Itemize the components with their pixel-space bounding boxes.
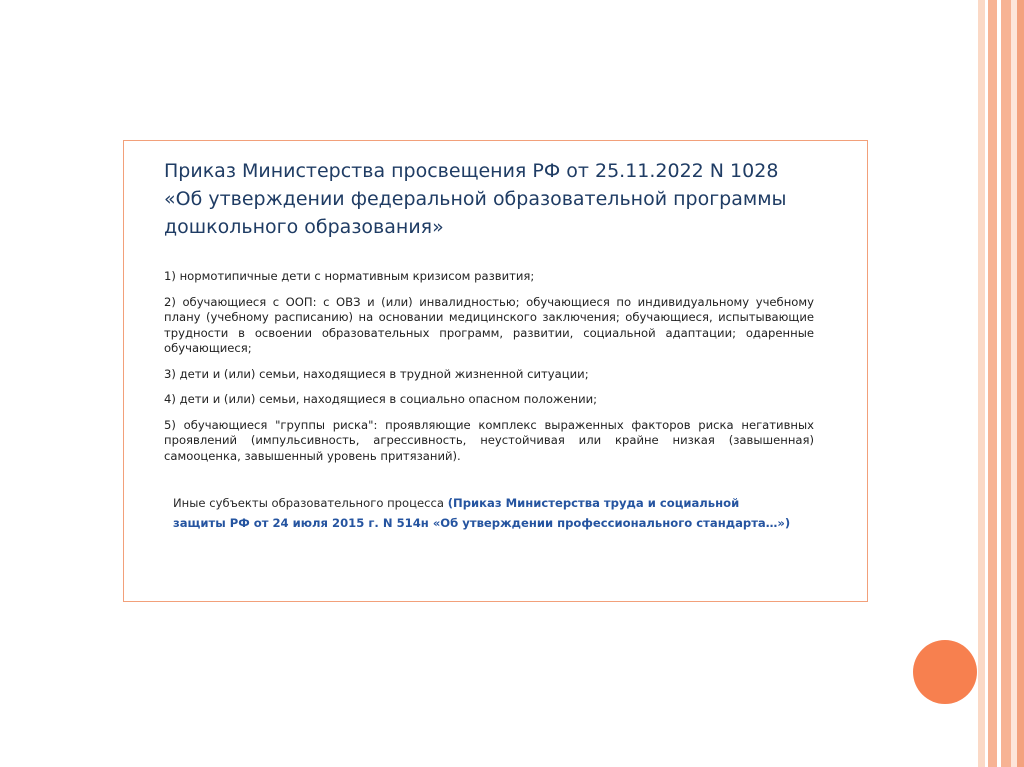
stripe	[978, 0, 985, 767]
stripe	[1017, 0, 1024, 767]
list-item: 1) нормотипичные дети с нормативным кризисом развития;	[164, 269, 535, 283]
items-list	[164, 269, 814, 474]
list-item: 4) дети и (или) семьи, находящиеся в социально опасном положении;	[164, 392, 598, 406]
slide-title: Приказ Министерства просвещения РФ от 25.11.2022 N 1028 «Об утверждении федеральной образовательной программы дошкольного образования»	[164, 160, 787, 238]
list-item: 5) обучающиеся "группы риска": проявляющие комплекс выраженных факторов риска негативных проявлений (импульсивность, агрессивность, неустойчивая или крайне низкая (завышенная) самооценка, завышенный уровень притязаний).	[164, 417, 814, 463]
stripe	[988, 0, 997, 767]
list-item: 2) обучающиеся с ООП: с ОВЗ и (или) инвалидностью; обучающиеся по индивидуальному учебному плану (учебному расписанию) на основании медицинского заключения; обучающиеся, испытывающие трудности в освоении образовательных программ, развитии, социальной адаптации; одаренные обучающиеся;	[164, 294, 814, 355]
decorative-stripes	[978, 0, 1024, 767]
footer-note	[173, 493, 793, 533]
footer-reference: (Приказ Министерства труда и социальной защиты РФ от 24 июля 2015 г. N 514н «Об утверждении профессионального стандарта…»)	[173, 496, 791, 530]
decorative-circle	[913, 640, 977, 704]
footer-text: Иные субъекты образовательного процесса	[173, 496, 448, 510]
list-item: 3) дети и (или) семьи, находящиеся в трудной жизненной ситуации;	[164, 366, 589, 381]
stripe	[1001, 0, 1011, 767]
content-box	[123, 140, 868, 602]
